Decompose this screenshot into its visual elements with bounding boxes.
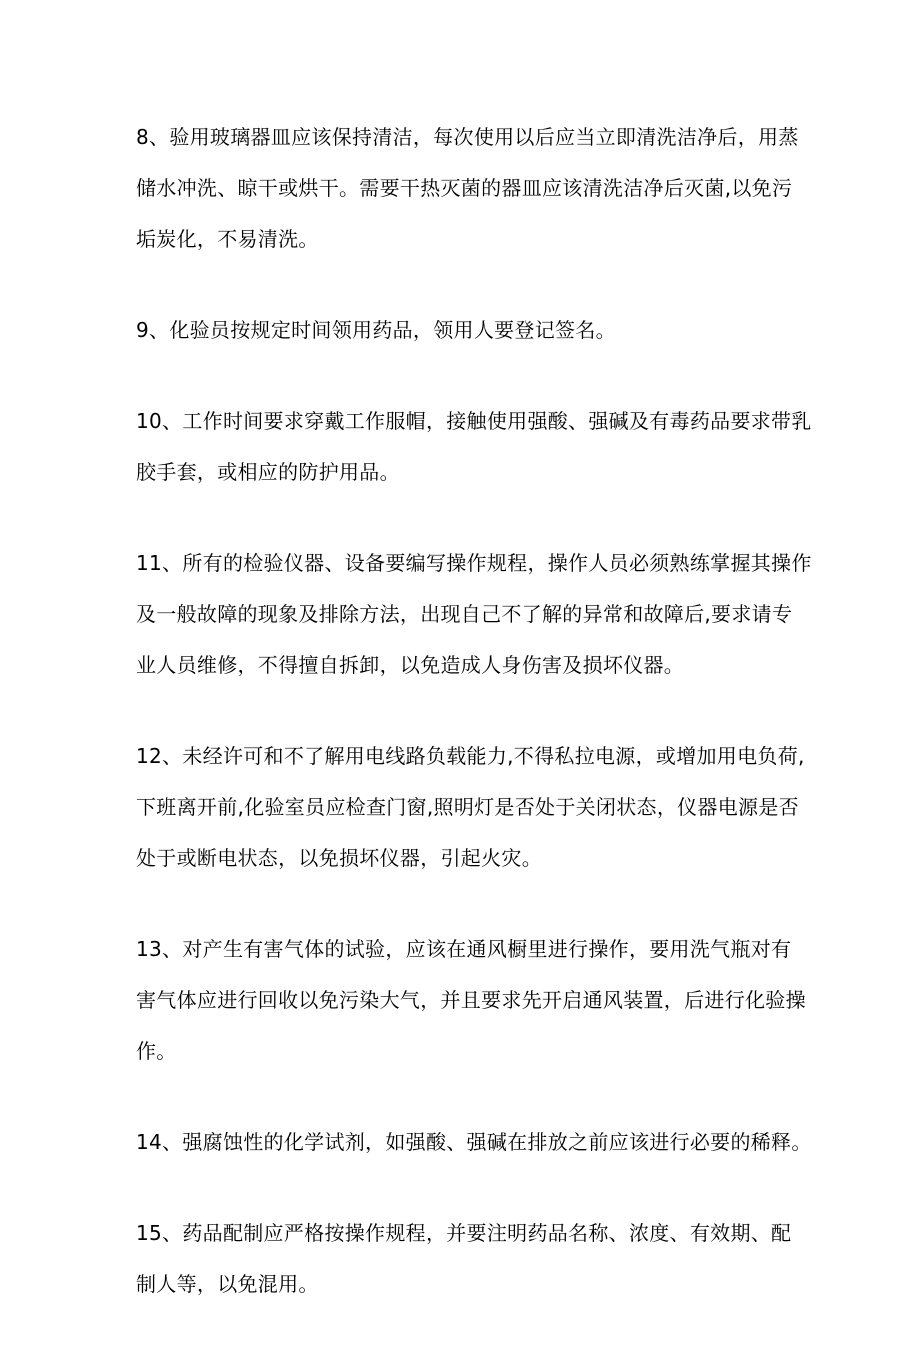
paragraph-line: 业人员维修，不得擅自拆卸，以免造成人身伤害及损坏仪器。 (136, 653, 685, 677)
paragraph-line: 制人等，以免混用。 (136, 1272, 319, 1296)
paragraph-line: 垢炭化，不易清洗。 (136, 227, 319, 251)
paragraph-line: 9、化验员按规定时间领用药品，领用人要登记签名。 (136, 318, 616, 342)
paragraph-13 (136, 924, 812, 1077)
paragraph-15 (136, 1208, 812, 1310)
paragraph-8 (136, 112, 812, 265)
paragraph-10 (136, 396, 812, 498)
paragraph-line: 下班离开前,化验室员应检查门窗,照明灯是否处于关闭状态，仪器电源是否 (136, 795, 799, 819)
paragraph-14 (136, 1117, 812, 1168)
paragraph-11 (136, 538, 812, 691)
paragraph-line: 11、所有的检验仪器、设备要编写操作规程，操作人员必须熟练掌握其操作 (136, 551, 812, 575)
paragraph-12 (136, 731, 812, 884)
paragraph-line: 胶手套，或相应的防护用品。 (136, 460, 400, 484)
paragraph-line: 害气体应进行回收以免污染大气，并且要求先开启通风装置，后进行化验操 (136, 988, 806, 1012)
document-body (136, 112, 812, 1350)
paragraph-line: 14、强腐蚀性的化学试剂，如强酸、强碱在排放之前应该进行必要的稀释。 (136, 1130, 812, 1154)
paragraph-line: 13、对产生有害气体的试验，应该在通风橱里进行操作，要用洗气瓶对有 (136, 937, 792, 961)
paragraph-line: 作。 (136, 1039, 177, 1063)
paragraph-line: 8、验用玻璃器皿应该保持清洁，每次使用以后应当立即清洗洁净后，用蒸 (136, 125, 799, 149)
paragraph-line: 10、工作时间要求穿戴工作服帽，接触使用强酸、强碱及有毒药品要求带乳 (136, 409, 812, 433)
paragraph-9 (136, 305, 812, 356)
paragraph-line: 12、未经许可和不了解用电线路负载能力,不得私拉电源，或增加用电负荷, (136, 744, 805, 768)
paragraph-line: 储水冲洗、晾干或烘干。需要干热灭菌的器皿应该清洗洁净后灭菌,以免污 (136, 176, 793, 200)
paragraph-line: 及一般故障的现象及排除方法，出现自己不了解的异常和故障后,要求请专 (136, 602, 793, 626)
paragraph-line: 15、药品配制应严格按操作规程，并要注明药品名称、浓度、有效期、配 (136, 1221, 792, 1245)
paragraph-line: 处于或断电状态，以免损坏仪器，引起火灾。 (136, 846, 542, 870)
